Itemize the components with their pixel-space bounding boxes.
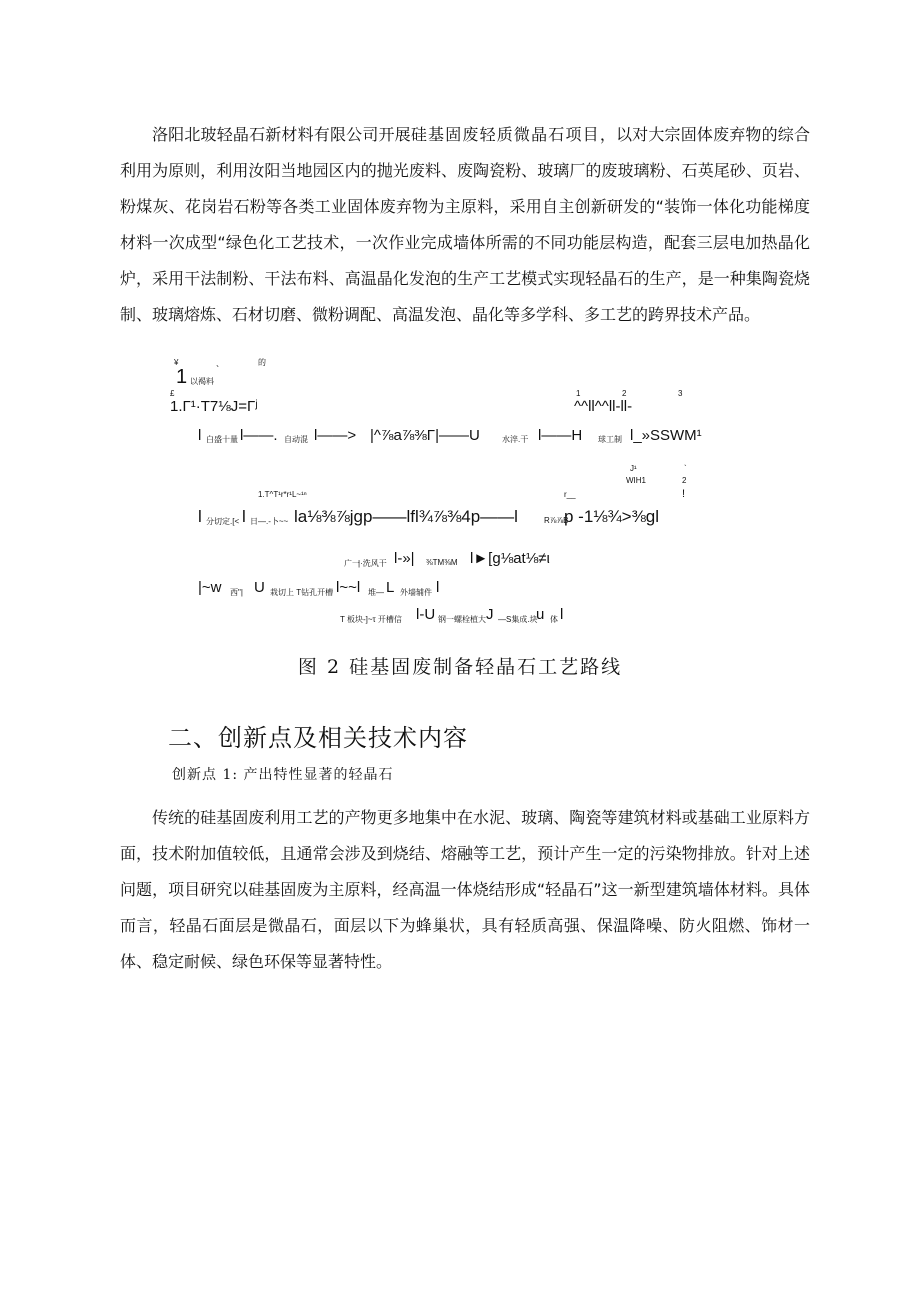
diagram-text: l——> bbox=[314, 427, 357, 444]
diagram-text: ^^ll^^ll-ll- bbox=[574, 398, 633, 415]
diagram-text: l bbox=[242, 507, 246, 526]
intro-lead: 洛阳北玻轻晶石新材料有限公司开展 bbox=[152, 125, 411, 144]
diagram-text: l-U bbox=[416, 606, 436, 623]
diagram-text: 1 bbox=[576, 389, 581, 398]
innovation-subheading: 创新点 1: 产出特性显著的轻晶石 bbox=[172, 767, 394, 783]
diagram-text: 自动混 bbox=[284, 435, 308, 444]
diagram-text: 以褐料 bbox=[190, 377, 214, 386]
section-body-paragraph bbox=[120, 800, 810, 980]
intro-paragraph bbox=[120, 117, 810, 333]
process-diagram bbox=[160, 352, 720, 632]
diagram-text: 的 bbox=[258, 358, 266, 367]
diagram-text: 钢一螺栓植大 bbox=[438, 615, 486, 624]
diagram-text: R⅞⅞B bbox=[544, 516, 569, 525]
diagram-text: l~~l bbox=[336, 579, 361, 596]
diagram-text: T 板块-]~τ 开槽信 bbox=[340, 615, 402, 624]
diagram-text: |~w bbox=[198, 579, 222, 596]
diagram-text: ¥ bbox=[174, 358, 179, 367]
diagram-text: 白盛十量 bbox=[206, 435, 238, 444]
diagram-text: ` bbox=[684, 464, 687, 473]
diagram-text: 1 bbox=[176, 366, 188, 388]
diagram-text: l_»SSWM¹ bbox=[630, 427, 702, 444]
intro-project-name: 硅基固废轻质微晶石项目 bbox=[410, 125, 600, 144]
diagram-text: 外墙辅件 bbox=[400, 588, 432, 597]
diagram-text: 西"| bbox=[230, 588, 243, 597]
diagram-text: 1.T^T¹r*r¹L~¹ⁿ bbox=[258, 490, 307, 499]
diagram-text: 广一 bbox=[344, 559, 360, 568]
diagram-text: J¹ bbox=[630, 464, 637, 473]
diagram-text: 3 bbox=[678, 389, 683, 398]
diagram-text: r__ bbox=[564, 490, 576, 499]
diagram-text: l►[g⅛at⅛≠ι bbox=[470, 550, 550, 567]
diagram-text: 体 bbox=[550, 615, 558, 624]
diagram-text: 球工制 bbox=[598, 435, 622, 444]
diagram-text: J bbox=[486, 606, 494, 623]
diagram-text: —S集成.块 bbox=[498, 615, 538, 624]
diagram-text: £ bbox=[170, 389, 175, 398]
section-heading: 二、创新点及相关技术内容 bbox=[168, 724, 468, 752]
diagram-text: U bbox=[254, 579, 265, 596]
diagram-text: 堆— bbox=[368, 588, 384, 597]
diagram-text: ⅜TM⅜M bbox=[426, 558, 458, 567]
diagram-text: ! bbox=[682, 488, 686, 500]
diagram-text: WIH1 bbox=[626, 476, 646, 485]
diagram-text: 分切定.[< bbox=[206, 517, 240, 526]
figure-caption: 图 2 硅基固废制备轻晶石工艺路线 bbox=[297, 656, 623, 678]
diagram-text: |·洗风干 bbox=[358, 559, 387, 568]
diagram-text: u bbox=[536, 606, 545, 623]
diagram-text: l bbox=[198, 427, 202, 444]
diagram-text: 栽切上 T钻孔开槽 bbox=[270, 588, 334, 597]
intro-rest: ，以对大宗固体废弃物的综合利用为原则，利用汝阳当地园区内的抛光废料、废陶瓷粉、玻璃厂的废玻璃粉、石英尾砂、页岩、粉煤灰、花岗岩石粉等各类工业固体废弃物为主原料，采用自主创新研发的“装饰一体化功能梯度材料一次成型“绿色化工艺技术，一次作业完成墙体所需的不同功能层构造，配套三层电加热晶化炉，采用干法制粉、干法布料、高温晶化发泡的生产工艺模式实现轻晶石的生产，是一种集陶瓷烧制、玻璃熔炼、石材切磨、微粉调配、高温发泡、晶化等多学科、多工艺的跨界技术产品。 bbox=[120, 125, 810, 324]
diagram-text: 1.Γ¹·T7⅛J=Γʲ bbox=[170, 398, 258, 415]
diagram-text: |^⅞a⅞⅜Γ|——U bbox=[370, 427, 480, 444]
diagram-text: l——. bbox=[240, 427, 278, 444]
diagram-text: 日—.-卜~~ bbox=[250, 517, 289, 526]
diagram-text: l bbox=[560, 606, 564, 623]
diagram-text: l bbox=[436, 579, 440, 596]
diagram-text: la⅛⅜⅞jgp——lfl¾⅞⅜4p——l bbox=[294, 507, 518, 526]
diagram-text: L bbox=[386, 579, 395, 596]
section-body-text: 传统的硅基固废利用工艺的产物更多地集中在水泥、玻璃、陶瓷等建筑材料或基础工业原料方面，技术附加值较低，且通常会涉及到烧结、熔融等工艺，预计产生一定的污染物排放。针对上述问题，项目研究以硅基固废为主原料，经高温一体烧结形成“轻晶石”这一新型建筑墙体材料。具体而言，轻晶石面层是微晶石，面层以下为蜂巢状，具有轻质高强、保温降噪、防火阻燃、饰材一体、稳定耐候、绿色环保等显著特性。 bbox=[120, 808, 810, 971]
diagram-text: 、 bbox=[216, 359, 224, 368]
diagram-text: 水淬.干 bbox=[502, 435, 529, 444]
diagram-text: 2 bbox=[682, 476, 687, 485]
diagram-text: 2 bbox=[622, 389, 627, 398]
diagram-text: l——H bbox=[538, 427, 583, 444]
diagram-text: p -1⅛¾>⅜gl bbox=[564, 507, 659, 526]
diagram-text: l-»| bbox=[394, 550, 415, 567]
diagram-text: l bbox=[198, 507, 202, 526]
